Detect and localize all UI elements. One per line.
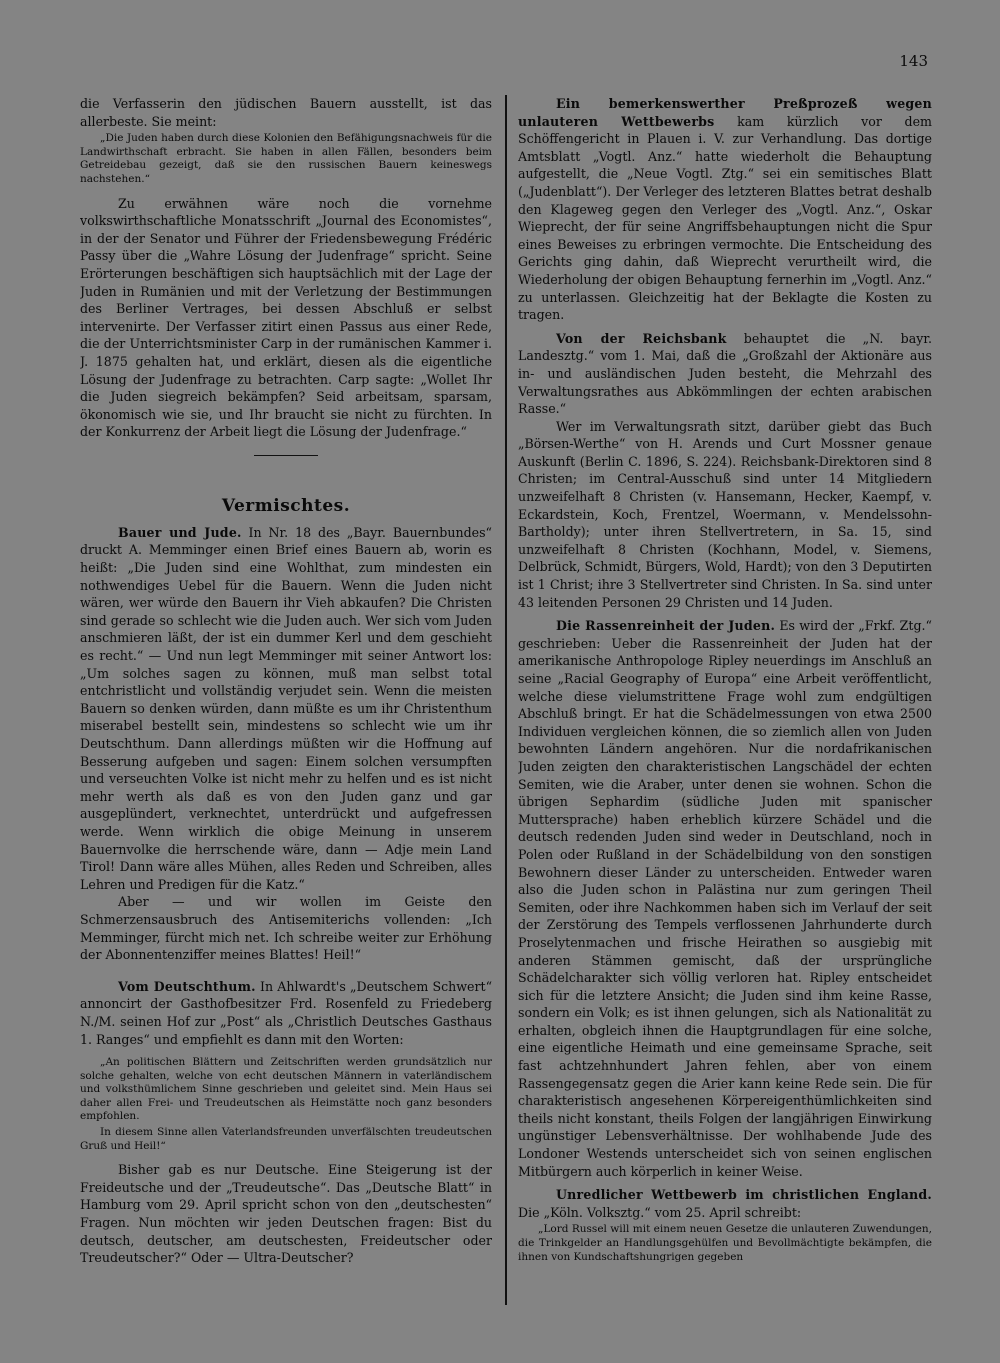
economistes-paragraph: Zu erwähnen wäre noch die vornehme volkswirthschaftliche Monatsschrift „Journal des Economistes“, in der der Senator und Führer der Friedensbewegung Frédéric Passy über die „Wahre Lösung der Judenfrage“ spricht. Seine Erörterungen beschäftigen sich hauptsächlich mit der Lage der Juden in Rumänien und mit der Verletzung der Bestimmungen des Berliner Vertrages, bei dessen Abschluß er selbst intervenirte. Der Verfasser zitirt einen Passus aus einer Rede, die der Unterrichtsminister Carp in der rumänischen Kammer i. J. 1875 gehalten hat, und erklärt, diesen als die eigentliche Lösung der Judenfrage zu betrachten. Carp sagte: „Wollet Ihr die Juden siegreich bekämpfen? Seid arbeitsam, sparsam, ökonomisch wie sie, und Ihr braucht sie nicht zu fürchten. In der Konkurrenz der Arbeit liegt die Lösung der Judenfrage.“ [80,195,492,440]
deutschthum-article [80,978,492,1048]
page-number: 143 [899,52,928,70]
unredlich-article [518,1186,932,1221]
intro-paragraph: die Verfasserin den jüdischen Bauern ausstellt, ist das allerbeste. Sie meint: [80,96,492,129]
pressprozess-text: kam kürzlich vor dem Schöffengericht in Plauen i. V. zur Verhandlung. Das dortige Amtsblatt „Vogtl. Anz.“ hatte wiederholt die Behauptung aufgestellt, die „Neue Vogtl. Ztg.“ sei ein semitisches Blatt („Judenblatt“). Der Verleger des letzteren Blattes betrat deshalb den Klageweg gegen den Verleger des „Vogtl. Anz.“, Oskar Wieprecht, der für seine Angriffsbehauptungen nicht die Spur eines Beweises zu erbringen vermochte. Die Entscheidung des Gerichts ging dahin, daß Wieprecht verurtheilt wird, die Wiederholung der obigen Behauptung fernerhin im „Vogtl. Anz.“ zu unterlassen. Gleichzeitig hat der Beklagte die Kosten zu tragen. [518,113,932,323]
deutschthum-headline: Vom Deutschthum. [118,978,256,994]
rassenreinheit-headline: Die Rassenreinheit der Juden. [556,618,776,634]
right-column [518,95,932,1266]
left-column [80,95,492,1267]
aber-paragraph: Aber — und wir wollen im Geiste den Schmerzensausbruch des Antisemiterichs vollenden: „Ich Memminger, fürcht mich net. Ich schreibe weiter zur Erhöhung der Abonnentenziffer meines Blattes! Heil!“ [80,894,492,963]
reichsbank-headline: Von der Reichsbank [556,330,727,346]
post-quote-1: „An politischen Blättern und Zeitschriften werden grundsätzlich nur solche gehalten, welche von echt deutschen Männern in vaterländischem und volksthümlichem Sinne geschrieben und geleitet sind. Mein Haus sei daher allen Frei- und Treudeutschen als Heimstätte noch ganz besonders empfohlen. [80,1056,492,1123]
bauer-article [80,524,492,893]
rassenreinheit-article [518,617,932,1180]
spacer [80,1048,492,1054]
bauer-headline: Bauer und Jude. [118,524,242,540]
unredlich-text: Die „Köln. Volksztg.“ vom 25. April schreibt: [518,1204,802,1220]
post-quote-2: In diesem Sinne allen Vaterlandsfreunden unverfälschten treudeutschen Gruß und Heil!“ [80,1126,492,1152]
colonies-quote: „Die Juden haben durch diese Kolonien den Befähigungsnachweis für die Landwirthschaft erbracht. Sie haben in allen Fällen, besonders beim Getreidebau gezeigt, daß sie den russischen Bauern keineswegs nachstehen.“ [80,132,492,185]
section-divider [254,455,318,456]
bauer-text: In Nr. 18 des „Bayr. Bauernbundes“ druckt A. Memminger einen Brief eines Bauern ab, worin es heißt: „Die Juden sind eine Wohlthat, zum mindesten ein nothwendiges Uebel für die Bauern. Wenn die Juden nicht wären, wer würde den Bauern ihr Vieh abkaufen? Die Christen sind gerade so schlecht wie die Juden auch. Wer sich vom Juden anschmieren läßt, der ist ein dummer Kerl und dem geschieht es recht.“ — Und nun legt Memminger mit seiner Antwort los: „Um solches sagen zu können, muß man selbst total entchristlicht und vollständig verjudet sein. Wenn die meisten Bauern so denken würden, dann müßte es um ihr Christenthum miserabel bestellt sein, mindestens so schlecht wie um ihr Deutschthum. Dann allerdings müßten wir die Hoffnung auf Besserung aufgeben und sagen: Einem solchen versumpften und verseuchten Volke ist nicht mehr zu helfen und es ist nicht mehr werth als daß es von den Juden ganz und gar ausgeplündert, verknechtet, unterdrückt und aufgefressen werde. Wenn wirklich die obige Meinung in unserem Bauernvolke die herrschende wäre, dann — Adje mein Land Tirol! Dann wäre alles Mühen, alles Reden und Schreiben, alles Lehren und Predigen für die Katz.“ [80,524,492,892]
verwaltungsrath-paragraph: Wer im Verwaltungsrath sitzt, darüber giebt das Buch „Börsen-Werthe“ von H. Arends und Curt Mossner genaue Auskunft (Berlin C. 1896, S. 224). Reichsbank-Direktoren sind 8 Christen; im Central-Ausschuß sind unter 14 Mitgliedern unzweifelhaft 8 Christen (v. Hansemann, Hecker, Kaempf, v. Eckardstein, Koch, Frentzel, Woermann, v. Mendelssohn-Bartholdy); unter ihren Stellvertretern, in Sa. 15, sind unzweifelhaft 8 Christen (Kochhann, Model, v. Siemens, Delbrück, Schmidt, Bürgers, Wold, Hardt); von den 3 Deputirten ist 1 Christ; ihre 3 Stellvertreter sind Christen. In Sa. sind unter 43 leitenden Personen 29 Christen und 14 Juden. [518,418,932,610]
pressprozess-headline: Ein bemerkenswerther Preßprozeß wegen unlauteren Wettbewerbs [518,96,932,129]
reichsbank-text: behauptet die „N. bayr. Landesztg.“ vom 1. Mai, daß die „Großzahl der Aktionäre aus in- und ausländischen Juden besteht, die Mehrzahl des Verwaltungsrathes aus Abkömmlingen der echten arabischen Rasse.“ [518,330,932,417]
pressprozess-article [518,95,932,324]
rassenreinheit-text: Es wird der „Frkf. Ztg.“ geschrieben: Ueber die Rassenreinheit der Juden hat der amerikanische Anthropologe Ripley neuerdings im Anschluß an seine „Racial Geography of Europa“ eine Arbeit veröffentlicht, welche diese vielumstrittene Frage wohl zum endgültigen Abschluß bringt. Er hat die Schädelmessungen von etwa 2500 Individuen vergleichen können, die so ziemlich allen von Juden bewohnten Ländern angehören. Nur die nordafrikanischen Juden zeigten den charakteristischen Langschädel der echten Semiten, wie die Araber, unter denen sie wohnen. Schon die übrigen Sephardim (südliche Juden mit spanischer Muttersprache) haben erheblich kürzere Schädel und die deutsch redenden Juden sind weder in Deutschland, noch in Polen oder Rußland in der Schädelbildung von den sonstigen Bewohnern dieser Länder zu unterscheiden. Entweder waren also die Juden schon in Palästina nur zum geringen Theil Semiten, oder ihre Nachkommen haben sich im Verlauf der seit der Zerstörung des Tempels verflossenen Jahrhunderte durch Proselytenmachen und frische Heirathen so ausgiebig mit anderen Stämmen gemischt, daß der ursprüngliche Schädelcharakter sich völlig verloren hat. Ripley entscheidet sich für die letztere Ansicht; die Juden sind ihm keine Rasse, sondern ein Volk; es ist ihnen gelungen, sich als Nationalität zu erhalten, obgleich ihnen die Hauptgrundlagen für eine solche, eine eigentliche Heimath und eine gemeinsame Sprache, seit fast achtzehnhundert Jahren fehlen, aber von einem Rassengegensatz gegen die Arier kann keine Rede sein. Die für charakteristisch angesehenen Körpereigenthümlichkeiten sind theils nicht konstant, theils Folgen der langjährigen Einwirkung ungünstiger Lebensverhältnisse. Der wohlhabende Jude des Londoner Westends unterscheidet sich von seinen englischen Mitbürgern auch körperlich in keiner Weise. [518,618,932,1179]
deutschthum-text: In Ahlwardt's „Deutschem Schwert“ annoncirt der Gasthofbesitzer Frd. Rosenfeld zu Friedeberg N./M. seinen Hof zur „Post“ als „Christlich Deutsches Gasthaus 1. Ranges“ und empfiehlt es dann mit den Worten: [80,978,492,1047]
reichsbank-article [518,330,932,418]
unredlich-headline: Unredlicher Wettbewerb im christlichen England. [556,1187,932,1203]
bisher-paragraph: Bisher gab es nur Deutsche. Eine Steigerung ist der Freideutsche und der „Treudeutsche“. Das „Deutsche Blatt“ in Hamburg vom 29. April spricht schon von den „deutschesten“ Fragen. Nun möchten wir jeden Deutschen fragen: Bist du deutsch, deutscher, am deutschesten, Freideutscher oder Treudeutscher?“ Oder — Ultra-Deutscher? [80,1162,492,1266]
spacer [80,964,492,978]
russell-quote: „Lord Russel will mit einem neuen Gesetze die unlauteren Zuwendungen, die Trinkgelder an Handlungsgehülfen und Bevollmächtigte bekämpfen, die ihnen von Kundschaftshungrigen gegeben [518,1223,932,1263]
column-divider [505,95,507,1305]
section-title: Vermischtes. [221,495,351,516]
